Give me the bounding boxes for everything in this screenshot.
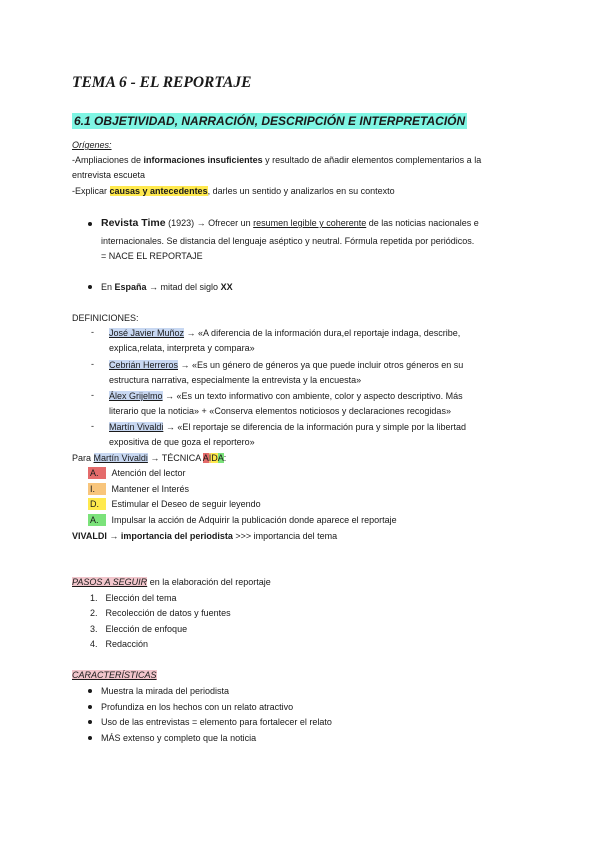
pasos-item [90,638,148,650]
author-name: Cebrián Herreros [109,360,179,370]
vivaldi-bold: VIVALDI → importancia del periodista [72,531,233,541]
time-line-1 [101,217,479,229]
definition-line-2: literario que la noticia» + «Conserva elementos noticiosos y declaraciones recogidas» [109,406,451,416]
origenes-label: Orígenes: [72,140,112,150]
definition-line [109,421,466,433]
espana-line [101,281,233,293]
pasos-text: Elección de enfoque [105,624,188,634]
definition-line-2: explica,relata, interpreta y compara» [109,343,255,353]
caracteristicas-label: CARACTERÍSTICAS [72,670,157,680]
aida-item [88,498,261,510]
origenes-l1-pre: -Ampliaciones de [72,155,144,165]
origenes-l3-pre: -Explicar [72,186,110,196]
espana-pre: En [101,282,115,292]
caracteristica-item: Uso de las entrevistas = elemento para fortalecer el relato [101,717,332,727]
pasos-item [90,607,231,619]
definition-line [109,327,460,339]
author-name: Martín Vivaldi [109,422,164,432]
caracteristica-item: Muestra la mirada del periodista [101,686,230,696]
time-line-2: internacionales. Se distancia del lenguaje aséptico y neutral. Fórmula repetida por periódicos. [101,236,475,246]
author-name: Álex Grijelmo [109,391,163,401]
origenes-line-3 [72,185,395,197]
aida-mark: D. [88,498,106,510]
section-heading: 6.1 OBJETIVIDAD, NARRACIÓN, DESCRIPCIÓN E INTERPRETACIÓN [74,114,466,128]
aida-text: Impulsar la acción de Adquirir la publicación donde aparece el reportaje [111,515,397,525]
espana-century: XX [220,282,233,292]
pasos-label: PASOS A SEGUIR [72,577,148,587]
pasos-number: 1. [90,593,98,603]
definition-text: → «El reportaje se diferencia de la información pura y simple por la libertad [163,422,467,432]
aida-mark: A. [88,514,106,526]
definition-line [109,359,463,371]
aida-letter: D [211,453,218,463]
espana-bold: España [114,282,147,292]
aida-text: Atención del lector [111,468,186,478]
pasos-text: Recolección de datos y fuentes [105,608,231,618]
vivaldi-post: >>> importancia del tema [232,531,338,541]
bullet-icon [88,689,92,693]
dash-marker: - [91,327,94,337]
pasos-heading [72,576,271,588]
definition-line [109,390,463,402]
definition-text: → «Es un género de géneros ya que puede incluir otros géneros en su [178,360,464,370]
origenes-l3-post: , darles un sentido y analizarlos en su contexto [207,186,395,196]
time-line-3: = NACE EL REPORTAJE [101,251,203,261]
aida-mid: → TÉCNICA [147,453,203,463]
bullet-icon [88,222,92,226]
author-name: José Javier Muñoz [109,328,185,338]
caracteristicas-heading [72,669,157,681]
definition-line-2: estructura narrativa, especialmente la entrevista y la encuesta» [109,375,362,385]
origenes-line-1 [72,154,481,166]
pasos-item [90,623,187,635]
dash-marker: - [91,359,94,369]
caracteristica-item: MÁS extenso y completo que la noticia [101,733,257,743]
aida-item [88,483,189,495]
bullet-icon [88,285,92,289]
aida-pre: Para [72,453,94,463]
dash-marker: - [91,421,94,431]
caracteristica-item: Profundiza en los hechos con un relato atractivo [101,702,294,712]
time-year: (1923) [168,218,195,228]
origenes-l1-bold: informaciones insuficientes [143,155,263,165]
bullet-icon [88,720,92,724]
pasos-number: 2. [90,608,98,618]
aida-mark: A. [88,467,106,479]
vivaldi-line [72,530,337,542]
aida-letter: A [202,453,209,463]
aida-text: Mantener el Interés [111,484,190,494]
pasos-post: en la elaboración del reportaje [147,577,271,587]
definition-line-2: expositiva de que goza el reportero» [109,437,255,447]
aida-colon: : [223,453,227,463]
dash-marker: - [91,390,94,400]
pasos-text: Redacción [105,639,149,649]
origenes-line-2: entrevista escueta [72,170,146,180]
aida-letter: I [208,453,212,463]
time-post: de las noticias nacionales e [366,218,479,228]
time-underlined: resumen legible y coherente [253,218,367,228]
espana-mid: → mitad del siglo [146,282,221,292]
aida-heading [72,452,226,464]
definition-text: → «Es un texto informativo con ambiente, color y aspecto descriptivo. Más [162,391,463,401]
page-title: TEMA 6 - EL REPORTAJE [72,74,252,91]
origenes-l1-post: y resultado de añadir elementos complementarios a la [262,155,482,165]
aida-mark: I. [88,483,106,495]
pasos-text: Elección del tema [105,593,177,603]
definition-text: → «A diferencia de la información dura,el reportaje indaga, describe, [184,328,461,338]
time-name: Revista Time [101,217,166,229]
aida-author: Martín Vivaldi [93,453,148,463]
pasos-number: 4. [90,639,98,649]
bullet-icon [88,705,92,709]
pasos-number: 3. [90,624,98,634]
aida-letter: A [217,453,224,463]
definiciones-label: DEFINICIONES: [72,313,139,323]
bullet-icon [88,736,92,740]
pasos-item [90,592,177,604]
aida-item [88,514,397,526]
aida-item [88,467,186,479]
aida-text: Estimular el Deseo de seguir leyendo [111,499,261,509]
origenes-l3-highlight: causas y antecedentes [109,186,208,196]
time-arrow: → Ofrecer un [194,218,254,228]
